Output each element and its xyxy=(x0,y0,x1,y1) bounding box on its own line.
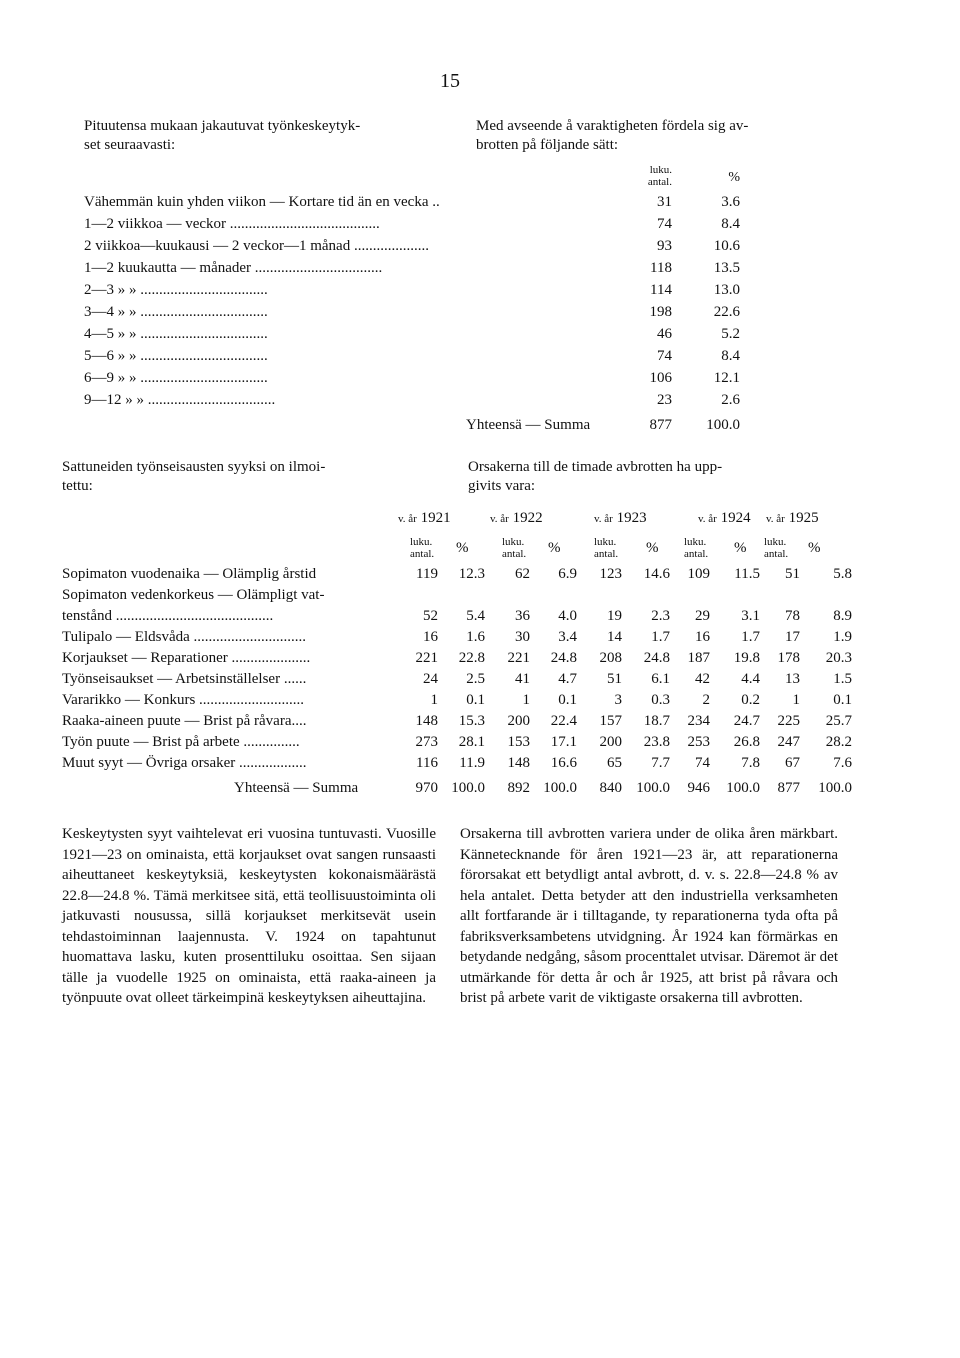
table1-row xyxy=(84,282,774,304)
cell-count: 29 xyxy=(695,608,710,624)
table1-row xyxy=(84,238,774,260)
row-label: 9—12 » » .................................. xyxy=(84,392,276,408)
cell-pct: 5.8 xyxy=(833,566,852,582)
cell-pct: 28.1 xyxy=(458,734,485,750)
table1-row xyxy=(84,348,774,370)
cell-count: 247 xyxy=(777,734,800,750)
cell-pct: 7.7 xyxy=(651,755,670,771)
cell-count: 51 xyxy=(785,566,800,582)
total-pct: 100.0 xyxy=(818,780,852,796)
cell-count: 119 xyxy=(416,566,438,582)
year-prefix: v. år xyxy=(398,513,417,525)
cell-pct: 20.3 xyxy=(825,650,852,666)
cell-pct: 18.7 xyxy=(643,713,670,729)
total-label: Yhteensä — Summa xyxy=(466,417,591,433)
total-count: 892 xyxy=(507,780,530,796)
section2-finnish xyxy=(62,458,422,496)
cell-pct: 24.8 xyxy=(643,650,670,666)
row-pct: 5.2 xyxy=(721,326,740,342)
cell-count: 208 xyxy=(599,650,622,666)
row-pct: 10.6 xyxy=(713,238,740,254)
intro-finnish xyxy=(84,117,424,155)
cell-pct: 26.8 xyxy=(733,734,760,750)
row-label: 2—3 » » .................................. xyxy=(84,282,268,298)
table1-row xyxy=(84,392,774,414)
cell-pct: 2.3 xyxy=(651,608,670,624)
row-label: Tulipalo — Eldsvåda .............................. xyxy=(62,629,307,645)
cell-pct: 1.5 xyxy=(833,671,852,687)
cell-count: 62 xyxy=(515,566,530,582)
table1-total-row xyxy=(84,417,774,439)
row-label: Työn puute — Brist på arbete ............... xyxy=(62,734,300,750)
year-label: 1921 xyxy=(420,510,451,526)
cell-pct: 1.9 xyxy=(833,629,852,645)
intro-fi-line: set seuraavasti: xyxy=(84,137,176,153)
row-pct: 22.6 xyxy=(713,304,740,320)
row-pct: 2.6 xyxy=(721,392,740,408)
row-label: 6—9 » » .................................. xyxy=(84,370,268,386)
total-count: 877 xyxy=(649,417,672,433)
row-count: 46 xyxy=(657,326,672,342)
table2-subheader xyxy=(398,536,858,562)
cell-pct: 4.4 xyxy=(741,671,760,687)
table2-total-row xyxy=(62,780,862,801)
cell-pct: 0.2 xyxy=(741,692,760,708)
section2-fi-line: tettu: xyxy=(62,478,93,494)
table2-row xyxy=(62,734,862,755)
sub-count xyxy=(410,536,434,560)
intro-sv-line: brotten på följande sätt: xyxy=(476,137,619,153)
cell-count: 225 xyxy=(777,713,800,729)
sub-count-fi: luku. xyxy=(502,536,525,548)
cell-count: 67 xyxy=(785,755,800,771)
cell-count: 65 xyxy=(607,755,622,771)
cell-count: 13 xyxy=(785,671,800,687)
row-count: 106 xyxy=(649,370,672,386)
cell-pct: 8.9 xyxy=(833,608,852,624)
sub-pct: % xyxy=(456,540,469,556)
table2-row xyxy=(62,671,862,692)
cell-pct: 11.9 xyxy=(459,755,485,771)
cell-pct: 5.4 xyxy=(466,608,485,624)
sub-count-sv: antal. xyxy=(684,548,709,560)
total-pct: 100.0 xyxy=(706,417,740,433)
row-label: Muut syyt — Övriga orsaker .................. xyxy=(62,755,307,771)
cell-pct: 12.3 xyxy=(458,566,485,582)
row-count: 74 xyxy=(657,216,672,232)
cell-count: 200 xyxy=(599,734,622,750)
sub-count-sv: antal. xyxy=(410,548,435,560)
row-label: Sopimaton vedenkorkeus — Olämpligt vat- xyxy=(62,587,325,603)
cell-pct: 0.1 xyxy=(558,692,577,708)
year-prefix: v. år xyxy=(594,513,613,525)
paragraph-finnish: Keskeytysten syyt vaihtelevat eri vuosina tuntuvasti. Vuosille 1921—23 on ominaista, että korjaukset ovat sangen runsaasti aiheuttaneet keskeytyksiä, keskeytysten kokonaismäärästä 22.8—24.8 %. Tämä merkitsee sitä, että teollisuustoiminta oli jatkuvasti nousussa, sillä korjaukset merkitsevät usein tehdastoiminnan laajennusta. V. 1924 on tapahtunut huomattava lasku, kuten prosenttiluku osoittaa. Sen sijaan tälle ja vuodelle 1925 on ominaista, että raaka-aineen ja työnpuute ovat olleet tärkeimpinä keskeytyksen aiheuttajina. xyxy=(62,826,436,1006)
sub-pct: % xyxy=(646,540,659,556)
row-label: 1—2 viikkoa — veckor ........................................ xyxy=(84,216,380,232)
cell-pct: 0.1 xyxy=(466,692,485,708)
cell-pct: 1.7 xyxy=(741,629,760,645)
sub-count xyxy=(684,536,708,560)
cell-count: 234 xyxy=(687,713,710,729)
year-header xyxy=(490,510,570,527)
cell-count: 42 xyxy=(695,671,710,687)
total-count: 970 xyxy=(415,780,438,796)
table2-row xyxy=(62,650,862,671)
total-label: Yhteensä — Summa xyxy=(234,780,359,796)
row-pct: 3.6 xyxy=(721,194,740,210)
year-label: 1922 xyxy=(512,510,543,526)
row-label: Vähemmän kuin yhden viikon — Kortare tid än en vecka .. xyxy=(84,194,440,210)
sub-count-fi: luku. xyxy=(764,536,787,548)
cell-count: 273 xyxy=(415,734,438,750)
cell-count: 52 xyxy=(423,608,438,624)
cell-count: 200 xyxy=(507,713,530,729)
paragraph-swedish: Orsakerna till avbrotten variera under de olika åren märkbart. Kännetecknande för åren 1921—23 är, att reparationerna förorsakat ett betydligt antal avbrott, d. v. s. 22.8—24.8 % av hela antalet. Detta betyder att den industriella verksamheten allt fortfarande är i tilltagande, ty reparationerna tyda ofta på fabriksverksambetens utvidgning. År 1924 kan förmärkas en betydande nedgång, såsom procenttalet utvisar. Däremot är det utmärkande för detta år och år 1925, att brist på råvara och brist på arbete varit de viktigaste orsakerna till avbrotten. xyxy=(460,826,838,1006)
year-prefix: v. år xyxy=(766,513,785,525)
row-label: 4—5 » » .................................. xyxy=(84,326,268,342)
total-pct: 100.0 xyxy=(726,780,760,796)
row-label: Vararikko — Konkurs ............................ xyxy=(62,692,305,708)
cell-pct: 1.7 xyxy=(651,629,670,645)
cell-pct: 22.8 xyxy=(458,650,485,666)
sub-count xyxy=(502,536,526,560)
row-label: Työnseisaukset — Arbetsinställelser ...... xyxy=(62,671,307,687)
cell-count: 109 xyxy=(687,566,710,582)
row-label: 2 viikkoa—kuukausi — 2 veckor—1 månad .................... xyxy=(84,238,429,254)
intro-sv-line: Med avseende å varaktigheten fördela sig av- xyxy=(476,118,749,134)
cell-count: 51 xyxy=(607,671,622,687)
row-count: 31 xyxy=(657,194,672,210)
cell-count: 148 xyxy=(415,713,438,729)
cell-count: 116 xyxy=(416,755,438,771)
cell-pct: 25.7 xyxy=(825,713,852,729)
cell-count: 41 xyxy=(515,671,530,687)
cell-pct: 6.9 xyxy=(558,566,577,582)
cell-count: 123 xyxy=(599,566,622,582)
table1-pct-header: % xyxy=(728,170,740,185)
row-count: 23 xyxy=(657,392,672,408)
cell-pct: 4.7 xyxy=(558,671,577,687)
cell-count: 148 xyxy=(507,755,530,771)
cell-count: 1 xyxy=(792,692,800,708)
cell-count: 1 xyxy=(430,692,438,708)
table1-row xyxy=(84,304,774,326)
row-count: 114 xyxy=(650,282,672,298)
cell-count: 74 xyxy=(695,755,710,771)
cell-count: 221 xyxy=(415,650,438,666)
year-header xyxy=(398,510,478,527)
sub-pct: % xyxy=(734,540,747,556)
cell-count: 24 xyxy=(423,671,438,687)
cell-pct: 6.1 xyxy=(651,671,670,687)
sub-pct: % xyxy=(808,540,821,556)
cell-pct: 24.8 xyxy=(550,650,577,666)
count-header-sv: antal. xyxy=(647,176,672,188)
year-prefix: v. år xyxy=(698,513,717,525)
table2-row xyxy=(62,587,862,608)
cell-count: 3 xyxy=(614,692,622,708)
cell-pct: 0.1 xyxy=(833,692,852,708)
cell-pct: 7.8 xyxy=(741,755,760,771)
cell-count: 78 xyxy=(785,608,800,624)
row-count: 118 xyxy=(650,260,672,276)
section2-sv-line: givits vara: xyxy=(468,478,536,494)
cell-pct: 22.4 xyxy=(550,713,577,729)
sub-count xyxy=(764,536,788,560)
cell-pct: 3.1 xyxy=(741,608,760,624)
cell-pct: 23.8 xyxy=(643,734,670,750)
total-pct: 100.0 xyxy=(636,780,670,796)
cell-pct: 28.2 xyxy=(825,734,852,750)
cell-pct: 1.6 xyxy=(466,629,485,645)
table2-row xyxy=(62,629,862,650)
total-pct: 100.0 xyxy=(451,780,485,796)
section2-swedish xyxy=(468,458,848,496)
cell-count: 157 xyxy=(599,713,622,729)
year-header xyxy=(766,510,846,527)
row-label: Sopimaton vuodenaika — Olämplig årstid xyxy=(62,566,317,582)
cell-count: 16 xyxy=(695,629,710,645)
year-label: 1923 xyxy=(616,510,647,526)
table2-row xyxy=(62,713,862,734)
cell-count: 16 xyxy=(423,629,438,645)
cell-count: 14 xyxy=(607,629,622,645)
row-label: tenstånd .......................................... xyxy=(62,608,274,624)
year-label: 1925 xyxy=(788,510,819,526)
cell-pct: 19.8 xyxy=(733,650,760,666)
cell-count: 253 xyxy=(687,734,710,750)
row-count: 93 xyxy=(657,238,672,254)
page-number: 15 xyxy=(440,70,460,92)
section2-fi-line: Sattuneiden työnseisausten syyksi on ilmoi- xyxy=(62,459,326,475)
cell-pct: 17.1 xyxy=(550,734,577,750)
table1-row xyxy=(84,326,774,348)
row-pct: 8.4 xyxy=(721,216,740,232)
cell-count: 36 xyxy=(515,608,530,624)
total-count: 946 xyxy=(687,780,710,796)
cell-count: 221 xyxy=(507,650,530,666)
sub-count xyxy=(594,536,618,560)
table2-row xyxy=(62,608,862,629)
cell-count: 187 xyxy=(687,650,710,666)
cell-count: 2 xyxy=(702,692,710,708)
row-label: 3—4 » » .................................. xyxy=(84,304,268,320)
cell-pct: 16.6 xyxy=(550,755,577,771)
year-header xyxy=(594,510,674,527)
sub-count-fi: luku. xyxy=(684,536,707,548)
sub-count-fi: luku. xyxy=(594,536,617,548)
row-pct: 13.5 xyxy=(713,260,740,276)
year-prefix: v. år xyxy=(490,513,509,525)
sub-pct: % xyxy=(548,540,561,556)
sub-count-sv: antal. xyxy=(764,548,789,560)
row-pct: 12.1 xyxy=(713,370,740,386)
cell-count: 17 xyxy=(785,629,800,645)
cell-pct: 11.5 xyxy=(734,566,760,582)
row-label: Raaka-aineen puute — Brist på råvara.... xyxy=(62,713,307,729)
sub-count-fi: luku. xyxy=(410,536,433,548)
cell-count: 178 xyxy=(777,650,800,666)
row-pct: 13.0 xyxy=(713,282,740,298)
total-count: 840 xyxy=(599,780,622,796)
cell-pct: 0.3 xyxy=(651,692,670,708)
cell-count: 153 xyxy=(507,734,530,750)
row-label: 5—6 » » .................................. xyxy=(84,348,268,364)
table1-row xyxy=(84,260,774,282)
count-header-fi: luku. xyxy=(649,164,672,176)
cell-count: 19 xyxy=(607,608,622,624)
row-count: 198 xyxy=(649,304,672,320)
total-count: 877 xyxy=(777,780,800,796)
row-label: Korjaukset — Reparationer ..................... xyxy=(62,650,311,666)
table2-row xyxy=(62,755,862,776)
cell-pct: 15.3 xyxy=(458,713,485,729)
table1-row xyxy=(84,194,774,216)
cell-pct: 14.6 xyxy=(643,566,670,582)
table2-row xyxy=(62,566,862,587)
table1-row xyxy=(84,370,774,392)
cell-pct: 3.4 xyxy=(558,629,577,645)
sub-count-sv: antal. xyxy=(594,548,619,560)
cell-pct: 2.5 xyxy=(466,671,485,687)
cell-pct: 24.7 xyxy=(733,713,760,729)
table2-row xyxy=(62,692,862,713)
row-label: 1—2 kuukautta — månader .................................. xyxy=(84,260,383,276)
total-pct: 100.0 xyxy=(543,780,577,796)
row-pct: 8.4 xyxy=(721,348,740,364)
sub-count-sv: antal. xyxy=(502,548,527,560)
table1-count-header xyxy=(618,164,672,188)
cell-pct: 7.6 xyxy=(833,755,852,771)
row-count: 74 xyxy=(657,348,672,364)
year-label: 1924 xyxy=(720,510,751,526)
intro-fi-line: Pituutensa mukaan jakautuvat työnkeskeytyk- xyxy=(84,118,361,134)
cell-count: 30 xyxy=(515,629,530,645)
cell-pct: 4.0 xyxy=(558,608,577,624)
intro-swedish xyxy=(476,117,856,155)
section2-sv-line: Orsakerna till de timade avbrotten ha upp- xyxy=(468,459,723,475)
cell-count: 1 xyxy=(522,692,530,708)
table1-row xyxy=(84,216,774,238)
